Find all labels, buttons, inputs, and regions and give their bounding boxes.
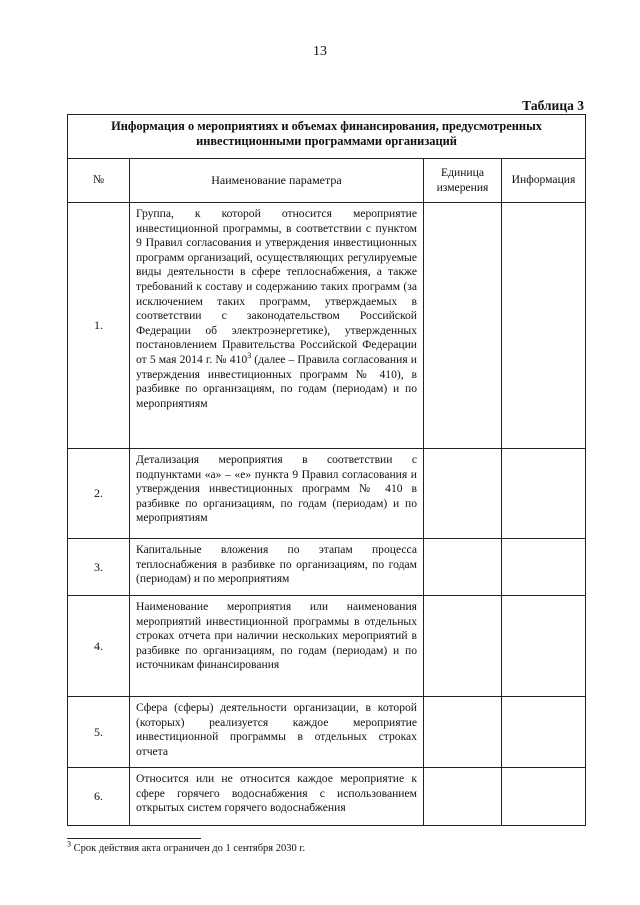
data-table (67, 114, 586, 826)
row-unit-cell (424, 697, 502, 768)
footnote-mark: 3 (67, 839, 71, 849)
header-unit-line-1: Единица (441, 165, 484, 179)
row-info-cell (502, 539, 586, 596)
row-unit-cell (424, 203, 502, 449)
header-num: № (68, 159, 130, 203)
row-unit-cell (424, 539, 502, 596)
row-number: 2. (68, 449, 130, 539)
table-row (68, 203, 586, 449)
table-row (68, 596, 586, 697)
table-row (68, 449, 586, 539)
table-row (68, 539, 586, 596)
row-unit-cell (424, 449, 502, 539)
row-description (130, 449, 424, 539)
table-row (68, 768, 586, 826)
row-description-text (136, 207, 417, 411)
row-info-cell (502, 449, 586, 539)
table-header-row (68, 159, 586, 203)
header-info: Информация (502, 159, 586, 203)
row-info-cell (502, 203, 586, 449)
page-number: 13 (313, 44, 327, 59)
row-number: 1. (68, 203, 130, 449)
row-description (130, 596, 424, 697)
footnote-text: Срок действия акта ограничен до 1 сентября 2030 г. (71, 843, 306, 854)
row-number: 5. (68, 697, 130, 768)
row-unit-cell (424, 596, 502, 697)
footnote-divider (67, 838, 201, 839)
row-description-part: (далее – Правила согласования и утверждения инвестиционных программ № 410), в разбивке по организациям, по годам (периодам) и по мероприятиям (136, 352, 417, 410)
row-description (130, 203, 424, 449)
row-description-text: Сфера (сферы) деятельности организации, в которой (которых) реализуется каждое мероприятие инвестиционной программы в отдельных строках отчета (136, 701, 417, 758)
footnote-ref: 3 (247, 351, 252, 361)
header-unit-line-2: измерения (436, 180, 489, 194)
row-number: 4. (68, 596, 130, 697)
table-row (68, 697, 586, 768)
row-description (130, 768, 424, 826)
table-title-line-1: Информация о мероприятиях и объемах финансирования, предусмотренных (111, 119, 542, 133)
row-unit-cell (424, 768, 502, 826)
header-unit (424, 159, 502, 203)
header-name: Наименование параметра (130, 159, 424, 203)
row-description-part: Группа, к которой относится мероприятие инвестиционной программы, в соответствии с пунктом 9 Правил согласования и утверждения инвестиционных программ организаций, осуществляющих регулируемые виды деятельности в сфере теплоснабжения, а также требований к составу и содержанию таких программ (за исключением таких программ, утверждаемых в соответствии с законодательством Российской Федерации об электроэнергетике), утвержденных постановлением Правительства Российской Федерации от 5 мая 2014 г. № 410 (136, 207, 417, 366)
table-title-row (68, 115, 586, 159)
row-description (130, 539, 424, 596)
row-number: 3. (68, 539, 130, 596)
row-description-text: Наименование мероприятия или наименования мероприятий инвестиционной программы в отдельных строках отчета при наличии нескольких мероприятий в разбивке по организациям, по годам (периодам) и по источникам финансирования (136, 600, 417, 672)
row-description-text: Капитальные вложения по этапам процесса теплоснабжения в разбивке по организациям, по годам (периодам) и по мероприятиям (136, 543, 417, 586)
footnote (67, 839, 306, 854)
row-description-text: Относится или не относится каждое мероприятие к сфере горячего водоснабжения с использованием открытых систем горячего водоснабжения (136, 772, 417, 815)
table-title-line-2: инвестиционными программами организаций (196, 134, 457, 148)
row-info-cell (502, 697, 586, 768)
row-info-cell (502, 768, 586, 826)
row-number: 6. (68, 768, 130, 826)
row-description (130, 697, 424, 768)
table-title (68, 115, 586, 159)
row-info-cell (502, 596, 586, 697)
row-description-text: Детализация мероприятия в соответствии с подпунктами «а» – «е» пункта 9 Правил согласования и утверждения инвестиционных программ № 410 в разбивке по организациям, по годам (периодам) и по мероприятиям (136, 453, 417, 525)
table-label: Таблица 3 (522, 98, 584, 113)
